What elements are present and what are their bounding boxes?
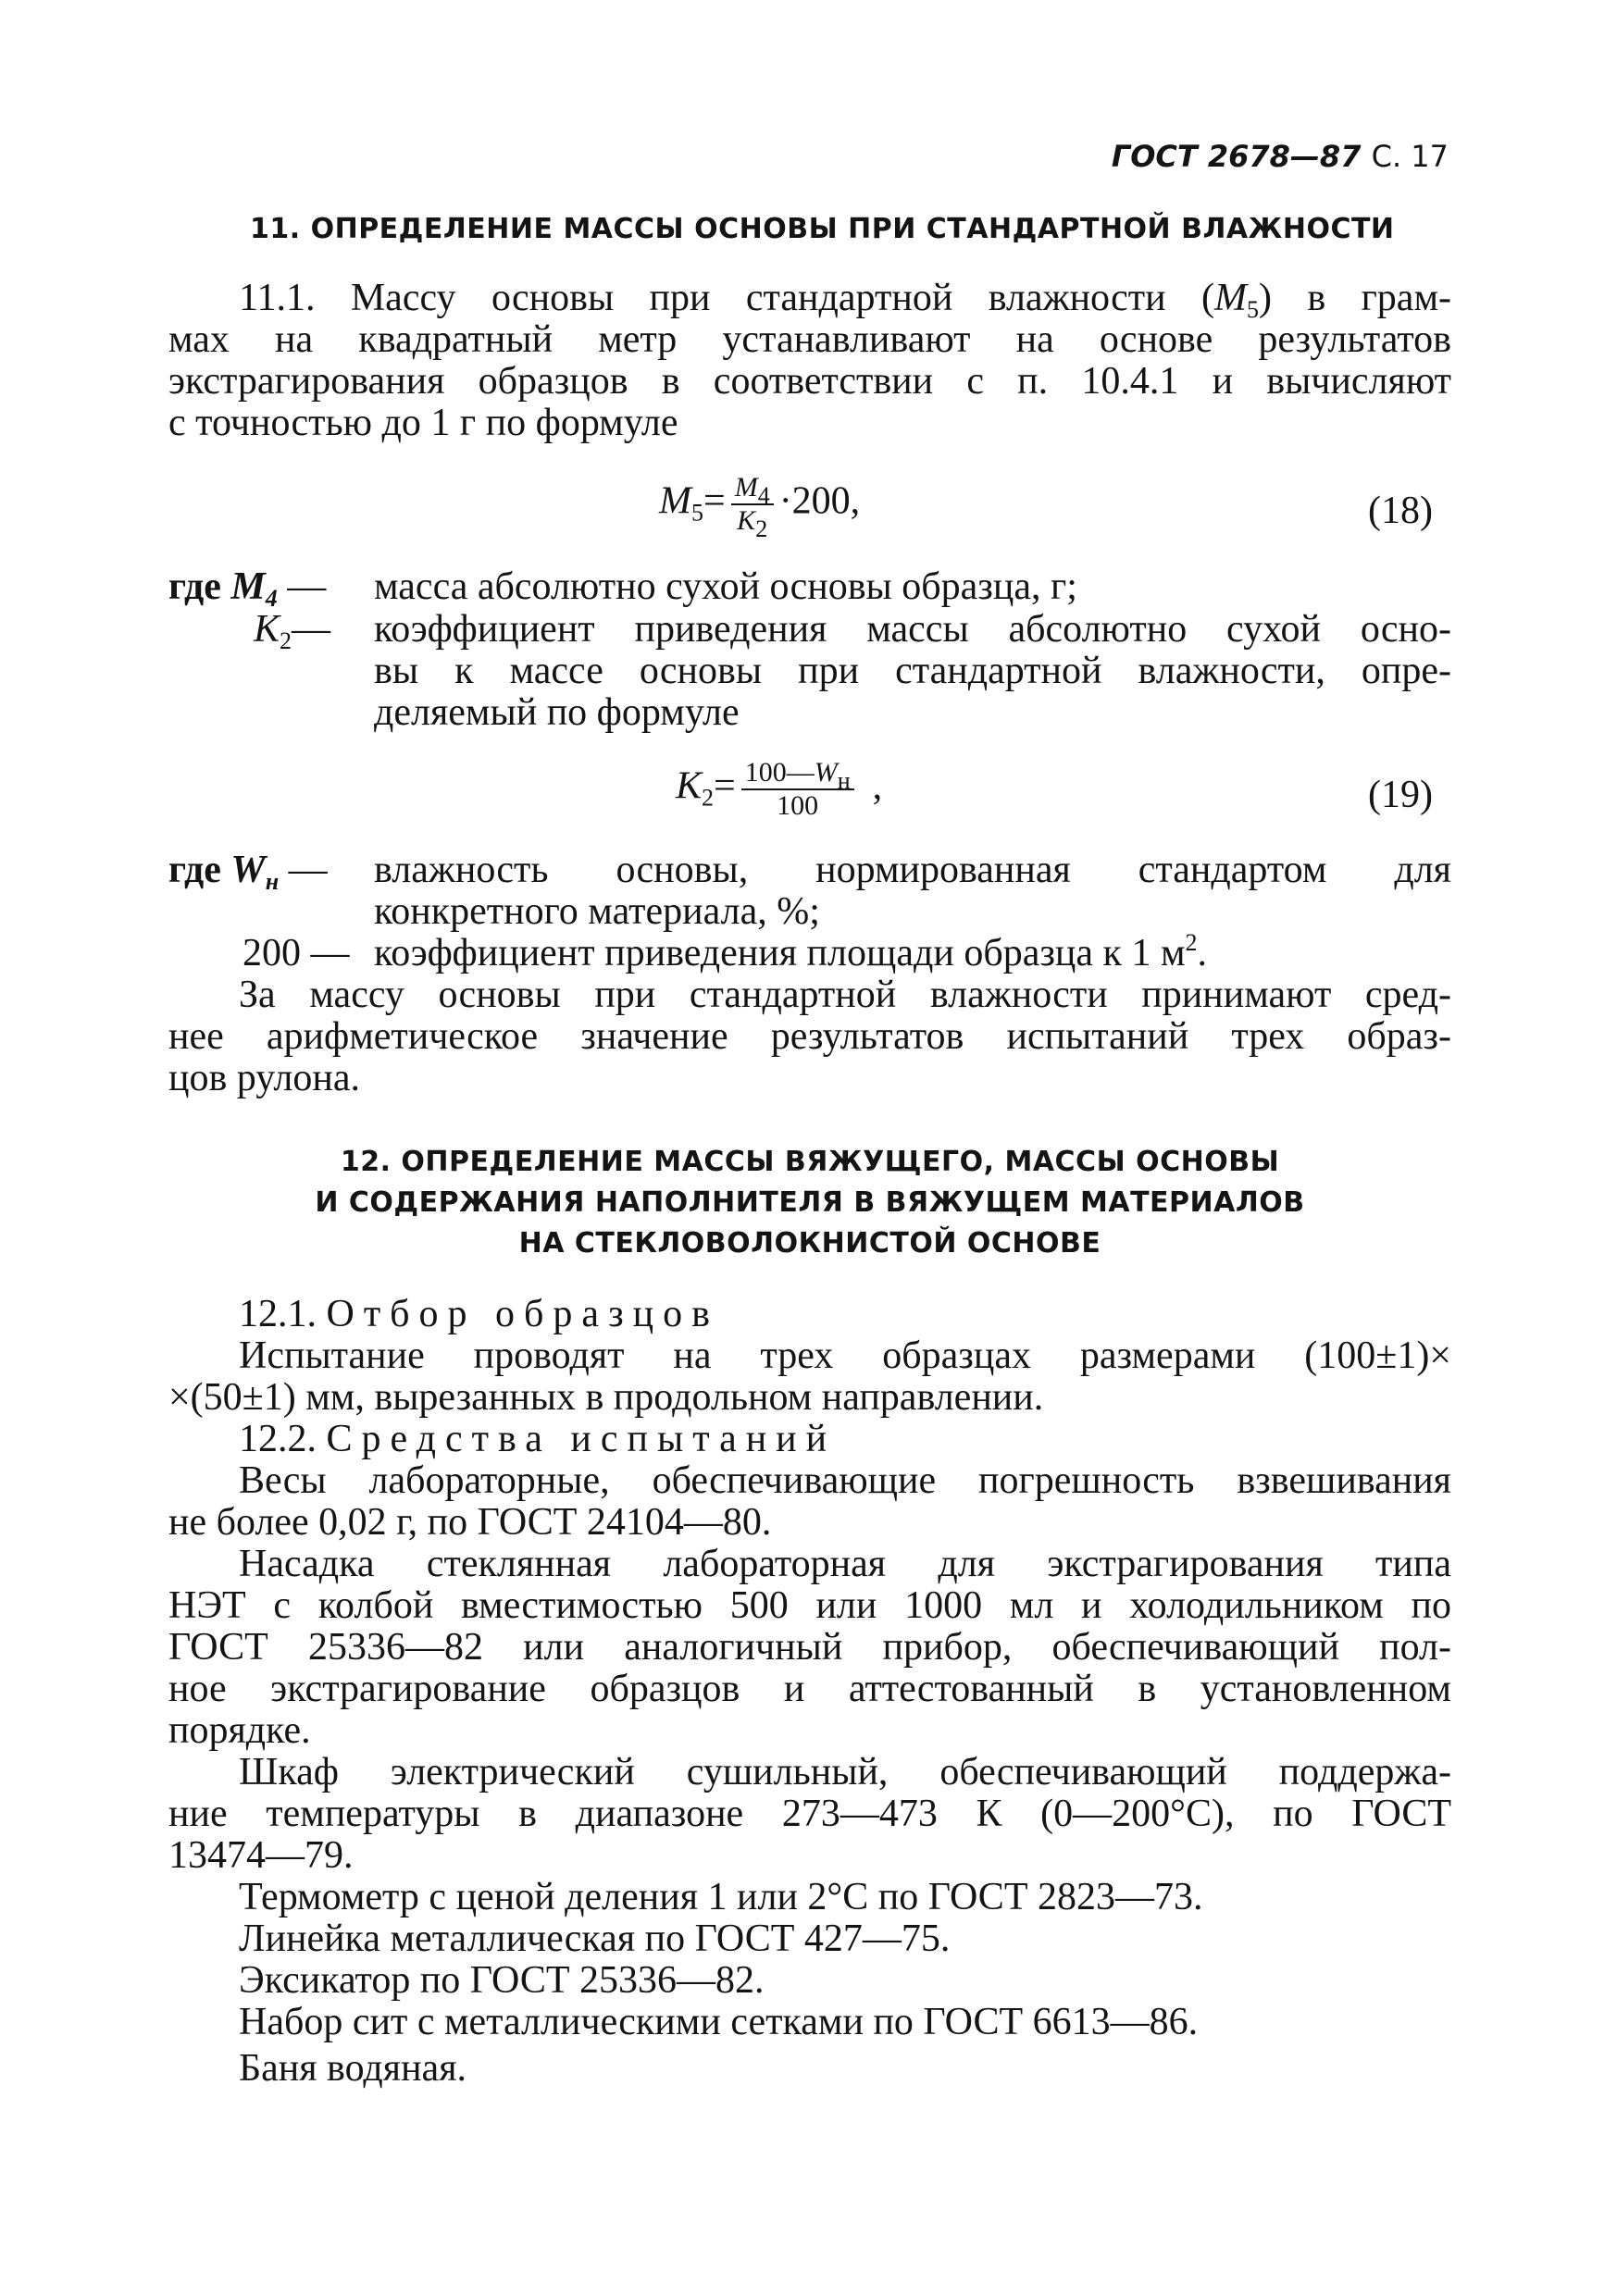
paragraph-nozzle-line-3: ГОСТ 25336—82 или аналогичный прибор, обеспечивающий пол- [168,1626,1451,1669]
where-200-text: коэффициент приведения площади образца к 1 $м^2$. [374,929,1208,974]
equation-number-19: (19) [1368,774,1433,816]
where-k2-line-2: вы к массе основы при стандартной влажности, опре- [374,650,1451,692]
formula-19: $K_2=$ $\frac{100—W_н}{100}$ , [676,757,883,821]
paragraph-11-closing-line-2: нее арифметическое значение результатов испытаний трех образ- [168,1015,1451,1058]
section-11-heading: 11. ОПРЕДЕЛЕНИЕ МАССЫ ОСНОВЫ ПРИ СТАНДАРТНОЙ ВЛАЖНОСТИ [250,213,1395,245]
where-k2-label: $K_2—$ [254,608,331,654]
paragraph-11-1-line-1: 11.1. Массу основы при стандартной влажности $(M_5)$ в грам- [239,277,1452,323]
paragraph-nozzle-line-1: Насадка стеклянная лабораторная для экстрагирования типа [239,1543,1451,1585]
running-header [1112,139,1449,174]
equation-number-18: (18) [1368,490,1433,532]
section-12-heading-line-2: И СОДЕРЖАНИЯ НАПОЛНИТЕЛЯ В ВЯЖУЩЕМ МАТЕРИАЛОВ [315,1186,1305,1219]
paragraph-11-1-line-4: с точностью до 1 г по формуле [168,402,678,444]
paragraph-11-1-line-2: мах на квадратный метр устанавливают на основе результатов [168,318,1451,361]
paragraph-oven-line-2: ние температуры в диапазоне 273—473 К (0—200°С), по ГОСТ [168,1793,1451,1835]
paragraph-nozzle-line-5: порядке. [168,1709,311,1752]
where-wn-line-2: конкретного материала, %; [374,890,820,933]
standard-number: ГОСТ 2678—87 [1111,139,1362,174]
subsection-12-2-title: 12.2. Средства испытаний [239,1418,837,1460]
paragraph-nozzle-line-2: НЭТ с колбой вместимостью 500 или 1000 мл и холодильником по [168,1584,1451,1627]
paragraph-sieves: Набор сит с металлическими сетками по ГОСТ 6613—86. [239,2001,1199,2043]
where-m4-text: масса абсолютно сухой основы образца, г; [374,565,1077,608]
paragraph-11-closing-line-1: За массу основы при стандартной влажности принимают сред- [239,974,1451,1016]
paragraph-scales-line-1: Весы лабораторные, обеспечивающие погрешность взвешивания [239,1459,1451,1502]
paragraph-water-bath: Баня водяная. [239,2047,467,2090]
where-200-label: 200 — [243,932,350,974]
paragraph-desiccator: Эксикатор по ГОСТ 25336—82. [239,1959,765,2002]
paragraph-ruler: Линейка металлическая по ГОСТ 427—75. [239,1917,951,1960]
paragraph-12-1-line-1: Испытание проводят на трех образцах размерами (100±1)× [239,1334,1451,1377]
formula-18-fraction: $\frac{M_4}{K_2}$ [731,472,774,537]
paragraph-nozzle-line-4: ное экстрагирование образцов и аттестованный в установленном [168,1668,1451,1710]
section-12-heading-line-1: 12. ОПРЕДЕЛЕНИЕ МАССЫ ВЯЖУЩЕГО, МАССЫ ОСНОВЫ [340,1146,1280,1178]
where-k2-line-3: деляемый по формуле [374,691,740,734]
formula-19-fraction: $\frac{100—W_н}{100}$ [741,757,854,822]
paragraph-thermometer: Термометр с ценой деления 1 или 2°С по ГОСТ 2823—73. [239,1876,1203,1918]
where-m4-label: где $M_4$ — [168,565,327,612]
paragraph-11-closing-line-3: цов рулона. [168,1057,360,1099]
paragraph-oven-line-3: 13474—79. [168,1834,354,1877]
formula-18: $M_5=$ $\frac{M_4}{K_2}$ ·200, [659,472,861,542]
where-wn-line-1: влажность основы, нормированная стандартом для [374,849,1451,891]
paragraph-scales-line-2: не более 0,02 г, по ГОСТ 24104—80. [168,1501,772,1544]
paragraph-oven-line-1: Шкаф электрический сушильный, обеспечивающий поддержа- [239,1751,1451,1793]
page-number: С. 17 [1371,139,1449,174]
subsection-12-1-title: 12.1. Отбор образцов [239,1293,719,1335]
where-wn-label: где $W_н$ — [168,849,328,895]
where-k2-line-1: коэффициент приведения массы абсолютно сухой осно- [374,608,1451,651]
paragraph-12-1-line-2: ×(50±1) мм, вырезанных в продольном направлении. [168,1376,1044,1419]
paragraph-11-1-line-3: экстрагирования образцов в соответствии с п. 10.4.1 и вычисляют [168,360,1451,403]
section-12-heading-line-3: НА СТЕКЛОВОЛОКНИСТОЙ ОСНОВЕ [518,1227,1101,1260]
